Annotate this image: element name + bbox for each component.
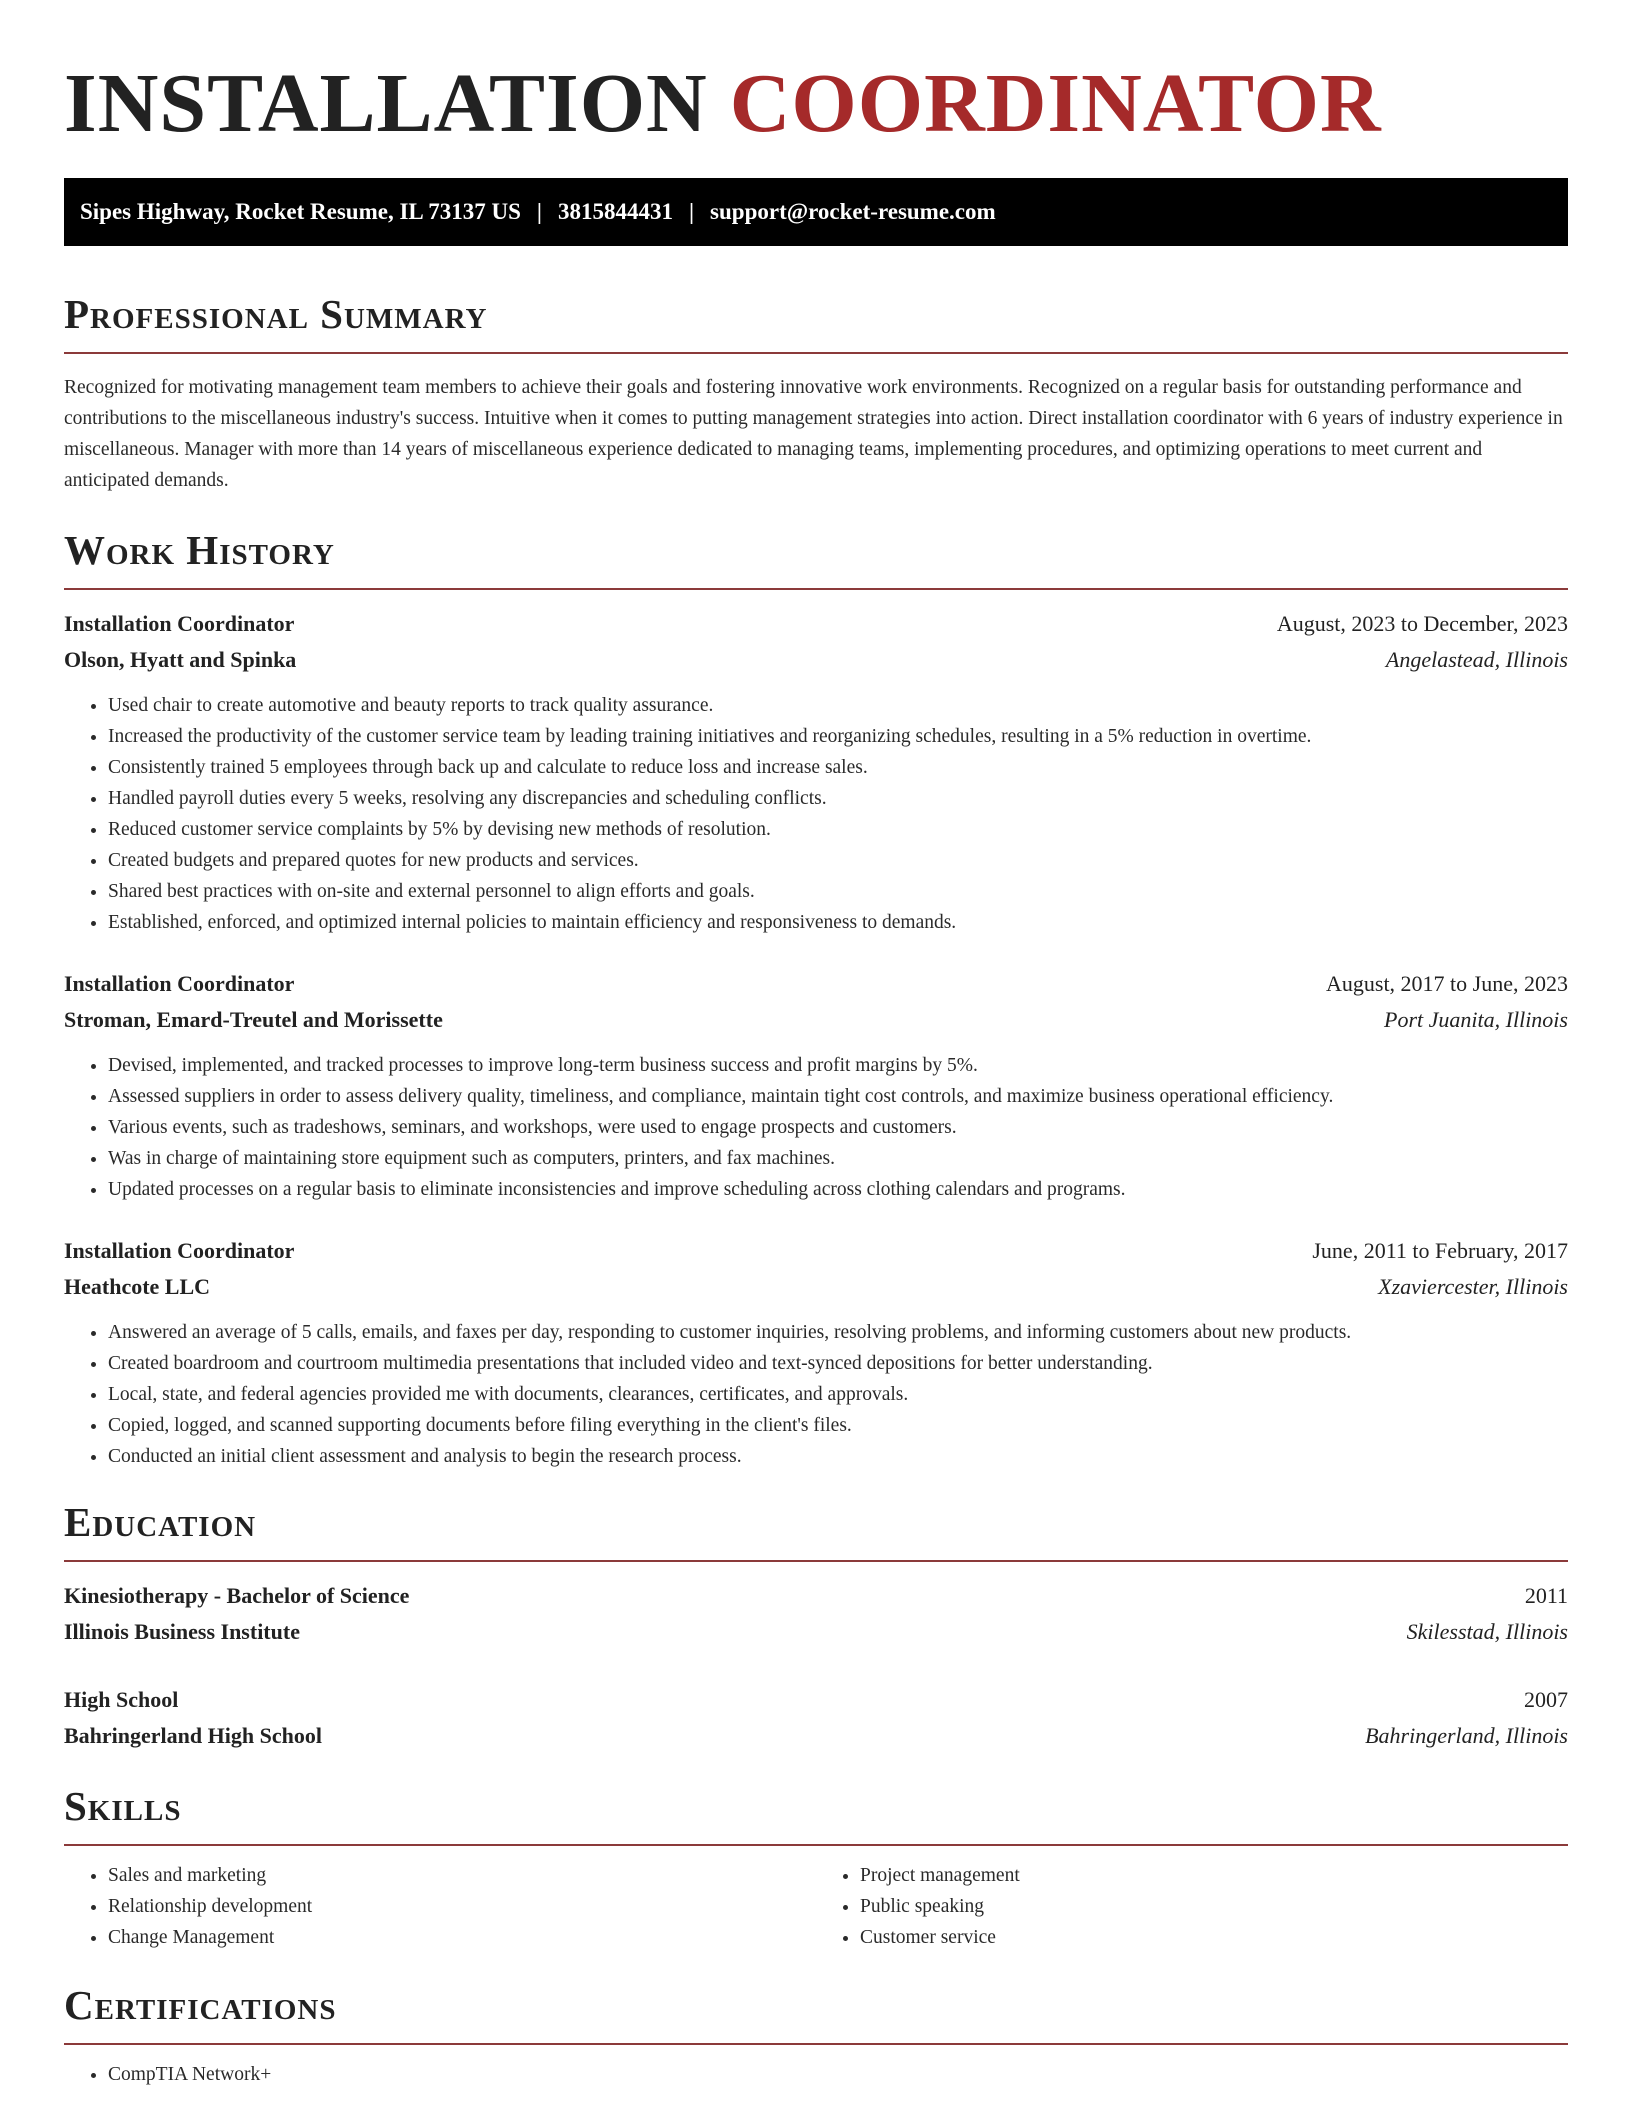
job-dates: June, 2011 to February, 2017: [1312, 1238, 1568, 1263]
list-item: • Local, state, and federal agencies provided me with documents, clearances, certificates, and approvals.: [108, 1379, 1568, 1410]
education-location: Bahringerland, Illinois: [1365, 1723, 1568, 1748]
job-company-row: [64, 1269, 1568, 1305]
list-item: • Answered an average of 5 calls, emails, and faxes per day, responding to customer inquiries, resolving problems, and informing customers about new products.: [108, 1317, 1568, 1348]
job-location: Xzaviercester, Illinois: [1378, 1274, 1568, 1299]
skills-column-left: [64, 1860, 816, 1953]
contact-phone: 3815844431: [557, 199, 673, 224]
job-company-row: [64, 642, 1568, 678]
job-role: Installation Coordinator: [64, 971, 295, 996]
job-header-row: [64, 1233, 1568, 1269]
contact-email: support@rocket-resume.com: [710, 199, 996, 224]
section-divider: [64, 1844, 1568, 1846]
job-company: Olson, Hyatt and Spinka: [64, 647, 297, 672]
skill-item: • Project management: [860, 1860, 1568, 1891]
education-degree: High School: [64, 1687, 179, 1712]
job-bullets: [64, 1050, 1568, 1205]
education-section: [64, 1498, 1568, 1754]
summary-text: Recognized for motivating management team members to achieve their goals and fostering innovative work environments. Recognized on a regular basis for outstanding performance and contributions to the miscellaneous industry's success. Intuitive when it comes to putting management strategies into action. Direct installation coordinator with 6 years of industry experience in miscellaneous. Manager with more than 14 years of miscellaneous experience dedicated to managing teams, implementing procedures, and optimizing operations to meet current and anticipated demands.: [64, 377, 1563, 491]
job-bullets: [64, 690, 1568, 938]
skill-item: • Sales and marketing: [108, 1860, 816, 1891]
skills-grid: [64, 1860, 1568, 1953]
job-entry: [64, 1233, 1568, 1472]
certifications-list: [64, 2059, 1568, 2090]
job-header-row: [64, 966, 1568, 1002]
job-company-row: [64, 1002, 1568, 1038]
skill-item: • Public speaking: [860, 1891, 1568, 1922]
job-dates: August, 2017 to June, 2023: [1326, 971, 1568, 996]
skill-item: • Change Management: [108, 1922, 816, 1953]
summary-section: [64, 290, 1568, 496]
list-item: • Reduced customer service complaints by 5% by devising new methods of resolution.: [108, 814, 1568, 845]
education-school-row: [64, 1614, 1568, 1650]
job-dates: August, 2023 to December, 2023: [1276, 611, 1568, 636]
resume-name: [64, 0, 1568, 150]
education-school: Illinois Business Institute: [64, 1619, 300, 1644]
contact-bar: [64, 178, 1568, 246]
education-header-row: [64, 1578, 1568, 1614]
list-item: • Copied, logged, and scanned supporting documents before filing everything in the client's files.: [108, 1410, 1568, 1441]
section-title-skills: Skills: [64, 1783, 182, 1829]
section-divider: [64, 2043, 1568, 2045]
education-entry: [64, 1578, 1568, 1650]
section-divider: [64, 588, 1568, 590]
job-entry: [64, 966, 1568, 1205]
skills-section: [64, 1782, 1568, 1953]
list-item: • Handled payroll duties every 5 weeks, resolving any discrepancies and scheduling conflicts.: [108, 783, 1568, 814]
list-item: • Shared best practices with on-site and external personnel to align efforts and goals.: [108, 876, 1568, 907]
work-section: [64, 526, 1568, 1472]
job-role: Installation Coordinator: [64, 611, 295, 636]
list-item: • Established, enforced, and optimized internal policies to maintain efficiency and responsiveness to demands.: [108, 907, 1568, 938]
section-title-summary: Professional Summary: [64, 291, 488, 337]
list-item: • Assessed suppliers in order to assess delivery quality, timeliness, and compliance, maintain tight cost controls, and maximize business operational efficiency.: [108, 1081, 1568, 1112]
list-item: • Created budgets and prepared quotes for new products and services.: [108, 845, 1568, 876]
job-role: Installation Coordinator: [64, 1238, 295, 1263]
skills-column-right: [816, 1860, 1568, 1953]
section-divider: [64, 352, 1568, 354]
job-company: Stroman, Emard-Treutel and Morissette: [64, 1007, 443, 1032]
skill-item: • Customer service: [860, 1922, 1568, 1953]
name-first: INSTALLATION: [64, 57, 708, 150]
job-company: Heathcote LLC: [64, 1274, 211, 1299]
list-item: • Conducted an initial client assessment and analysis to begin the research process.: [108, 1441, 1568, 1472]
list-item: • Used chair to create automotive and beauty reports to track quality assurance.: [108, 690, 1568, 721]
list-item: • Created boardroom and courtroom multimedia presentations that included video and text-synced depositions for better understanding.: [108, 1348, 1568, 1379]
section-divider: [64, 1560, 1568, 1562]
education-school: Bahringerland High School: [64, 1723, 322, 1748]
job-bullets: [64, 1317, 1568, 1472]
section-title-work: Work History: [64, 527, 335, 573]
certifications-section: [64, 1981, 1568, 2090]
certification-item: • CompTIA Network+: [108, 2059, 1568, 2090]
list-item: • Various events, such as tradeshows, seminars, and workshops, were used to engage prospects and customers.: [108, 1112, 1568, 1143]
list-item: • Increased the productivity of the customer service team by leading training initiatives and reorganizing schedules, resulting in a 5% reduction in overtime.: [108, 721, 1568, 752]
education-year: 2007: [1524, 1687, 1568, 1712]
contact-separator: |: [536, 199, 542, 224]
contact-separator: |: [688, 199, 695, 224]
list-item: • Consistently trained 5 employees through back up and calculate to reduce loss and increase sales.: [108, 752, 1568, 783]
section-title-certifications: Certifications: [64, 1982, 337, 2028]
job-location: Port Juanita, Illinois: [1384, 1007, 1568, 1032]
education-header-row: [64, 1682, 1568, 1718]
job-header-row: [64, 606, 1568, 642]
education-school-row: [64, 1718, 1568, 1754]
job-location: Angelastead, Illinois: [1385, 647, 1568, 672]
education-year: 2011: [1524, 1583, 1568, 1608]
education-location: Skilesstad, Illinois: [1406, 1619, 1568, 1644]
section-title-education: Education: [64, 1499, 257, 1545]
education-degree: Kinesiotherapy - Bachelor of Science: [64, 1583, 410, 1608]
job-entry: [64, 606, 1568, 938]
education-entry: [64, 1682, 1568, 1754]
list-item: • Was in charge of maintaining store equipment such as computers, printers, and fax machines.: [108, 1143, 1568, 1174]
list-item: • Devised, implemented, and tracked processes to improve long-term business success and profit margins by 5%.: [108, 1050, 1568, 1081]
skill-item: • Relationship development: [108, 1891, 816, 1922]
list-item: • Updated processes on a regular basis to eliminate inconsistencies and improve scheduling across clothing calendars and programs.: [108, 1174, 1568, 1205]
name-accent: COORDINATOR: [729, 57, 1382, 150]
contact-address: Sipes Highway, Rocket Resume, IL 73137 US: [80, 199, 521, 224]
